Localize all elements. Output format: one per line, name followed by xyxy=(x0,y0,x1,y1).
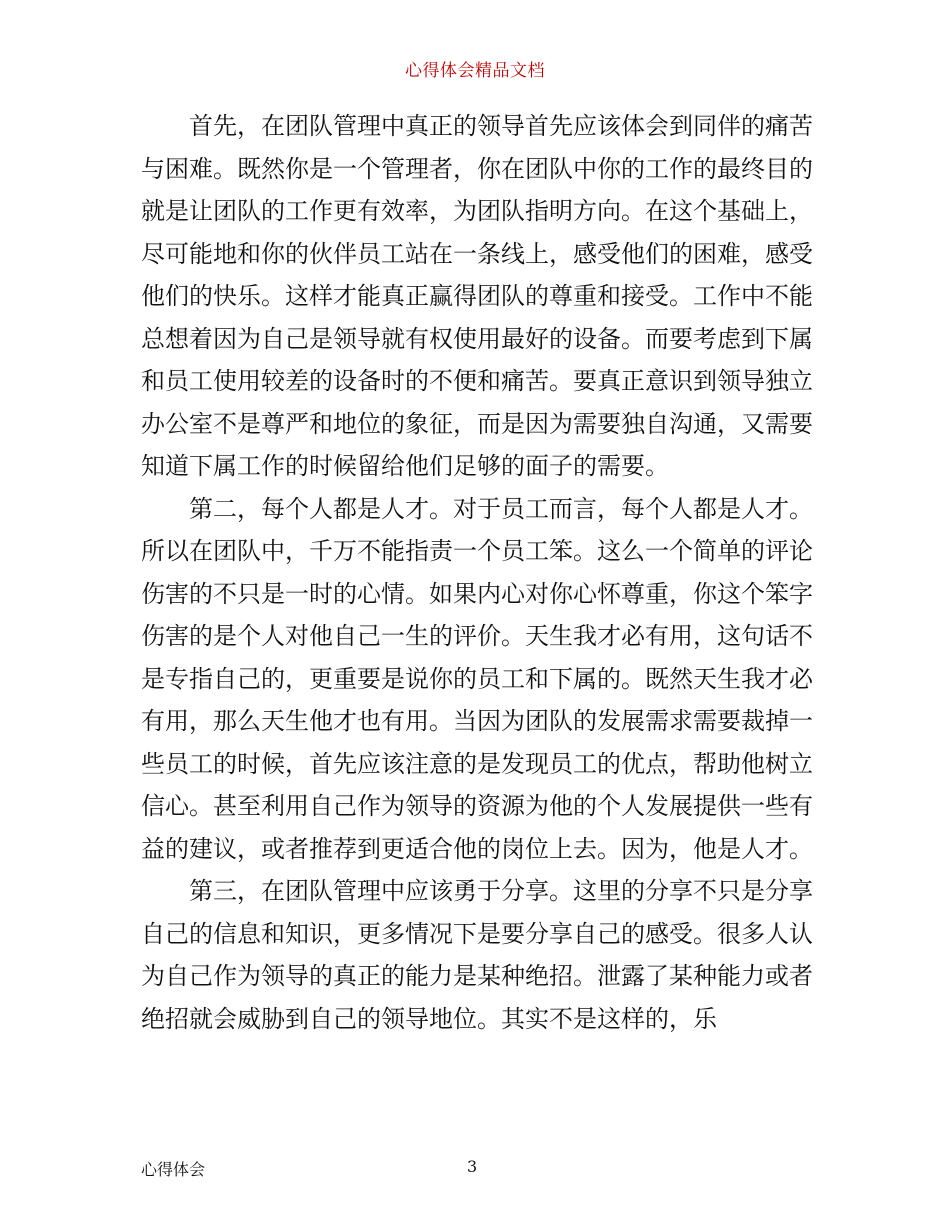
footer-label: 心得体会 xyxy=(141,1160,206,1179)
page-number: 3 xyxy=(467,1157,478,1176)
paragraph-2: 第二，每个人都是人才。对于员工而言，每个人都是人才。所以在团队中，千万不能指责一个员工笨。这么一个简单的评论伤害的不只是一时的心情。如果内心对你心怀尊重，你这个笨字伤害的是个人对他自己一生的评价。天生我才必有用，这句话不是专指自己的，更重要是说你的员工和下属的。既然天生我才必有用，那么天生他才也有用。当因为团队的发展需求需要裁掉一些员工的时候，首先应该注意的是发现员工的优点，帮助他树立信心。甚至利用自己作为领导的资源为他的个人发展提供一些有益的建议，或者推荐到更适合他的岗位上去。因为，他是人才。 xyxy=(141,494,813,863)
paragraph-1: 首先，在团队管理中真正的领导首先应该体会到同伴的痛苦与困难。既然你是一个管理者，你在团队中你的工作的最终目的就是让团队的工作更有效率，为团队指明方向。在这个基础上，尽可能地和你的伙伴员工站在一条线上，感受他们的困难，感受他们的快乐。这样才能真正赢得团队的尊重和接受。工作中不能总想着因为自己是领导就有权使用最好的设备。而要考虑到下属和员工使用较差的设备时的不便和痛苦。要真正意识到领导独立办公室不是尊严和地位的象征，而是因为需要独自沟通，又需要知道下属工作的时候留给他们足够的面子的需要。 xyxy=(141,112,813,480)
paragraph-3: 第三，在团队管理中应该勇于分享。这里的分享不只是分享自己的信息和知识，更多情况下是要分享自己的感受。很多人认为自己作为领导的真正的能力是某种绝招。泄露了某种能力或者绝招就会威胁到自己的领导地位。其实不是这样的，乐 xyxy=(141,877,813,1033)
page-header-title: 心得体会精品文档 xyxy=(405,61,545,81)
document-body xyxy=(141,105,813,1040)
